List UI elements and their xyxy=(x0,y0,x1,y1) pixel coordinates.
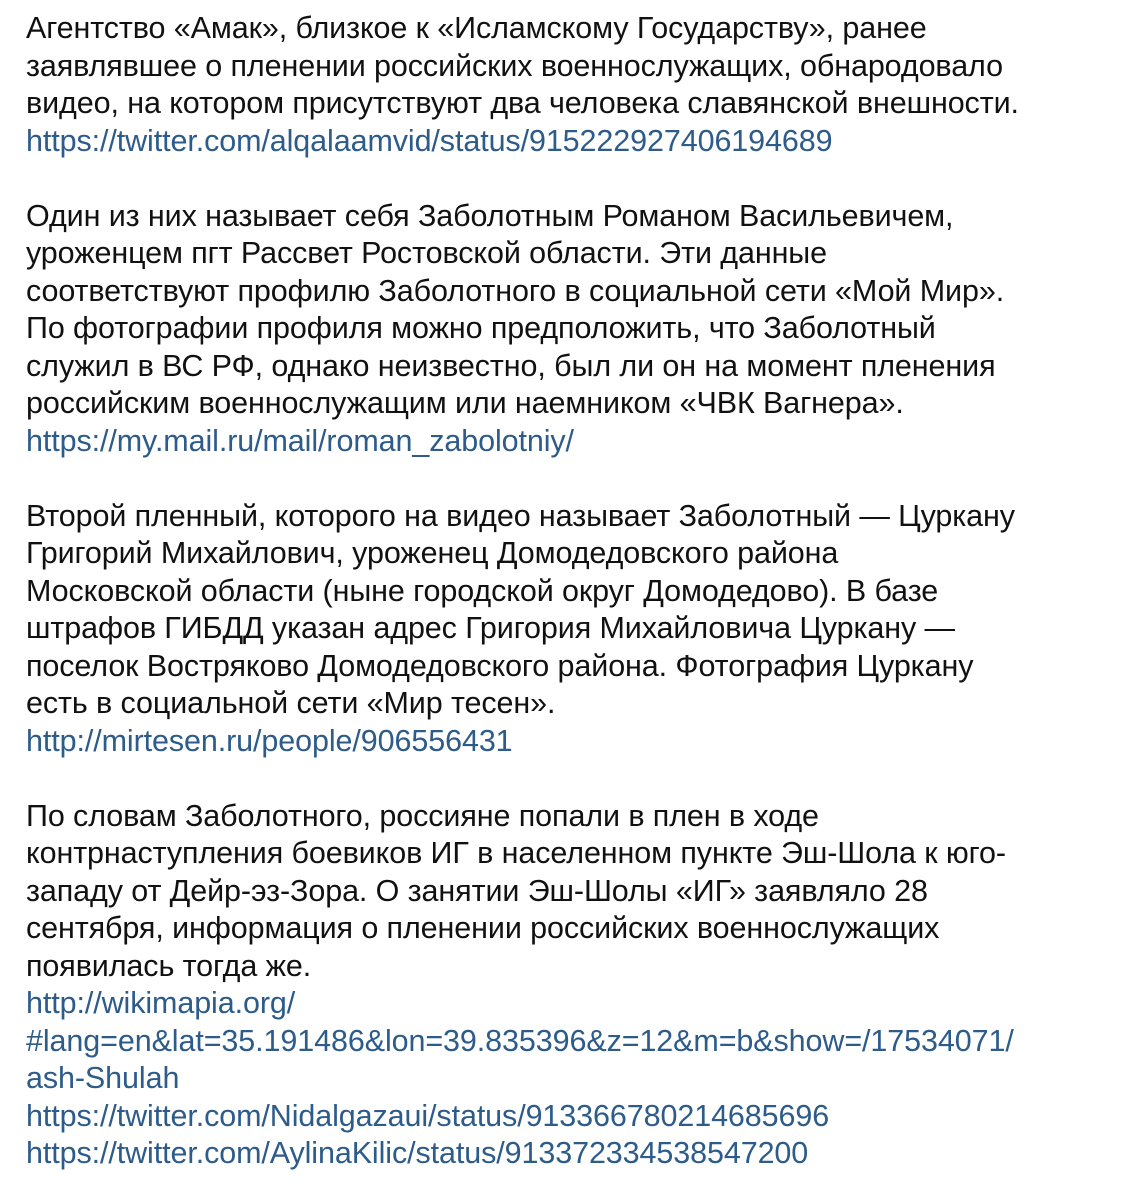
paragraph-3 xyxy=(26,498,1116,761)
paragraph-line: служил в ВС РФ, однако неизвестно, был ли он на момент пленения xyxy=(26,348,996,383)
wikimapia-link[interactable] xyxy=(26,985,1116,1098)
wikimapia-link-line[interactable]: #lang=en&lat=35.191486&lon=39.835396&z=12&m=b&show=/17534071/ xyxy=(26,1023,1014,1058)
paragraph-spacer xyxy=(26,760,1116,798)
paragraph-line: уроженцем пгт Рассвет Ростовской области. Эти данные xyxy=(26,236,827,270)
nidalgazaui-twitter-link[interactable]: https://twitter.com/Nidalgazaui/status/913366780214685696 xyxy=(26,1098,830,1133)
paragraph-line: штрафов ГИБДД указан адрес Григория Михайловича Цуркану — xyxy=(26,611,955,645)
paragraph-line: западу от Дейр-эз-Зора. О занятии Эш-Шолы «ИГ» заявляло 28 xyxy=(26,873,928,908)
wikimapia-link-line[interactable]: ash-Shulah xyxy=(26,1061,180,1095)
paragraph-spacer xyxy=(26,460,1116,498)
paragraph-line: Второй пленный, которого на видео называет Заболотный — Цуркану xyxy=(26,498,1015,533)
paragraph-line: российским военнослужащим или наемником «ЧВК Вагнера». xyxy=(26,386,904,420)
paragraph-line: видео, на котором присутствуют два человека славянской внешности. xyxy=(26,86,1019,120)
paragraph-line: контрнаступления боевиков ИГ в населенном пункте Эш-Шола к юго- xyxy=(26,836,1006,870)
paragraph-line: есть в социальной сети «Мир тесен». xyxy=(26,686,556,720)
paragraph-2 xyxy=(26,198,1116,461)
post-text xyxy=(26,10,1116,1173)
paragraph-line: сентября, информация о пленении российских военнослужащих xyxy=(26,911,940,945)
paragraph-4 xyxy=(26,798,1116,1173)
paragraph-line: Один из них называет себя Заболотным Романом Васильевичем, xyxy=(26,198,954,233)
paragraph-line: заявлявшее о пленении российских военнослужащих, обнародовало xyxy=(26,48,1003,83)
paragraph-1 xyxy=(26,10,1116,160)
paragraph-line: Московской области (ныне городской округ Домодедово). В базе xyxy=(26,573,939,608)
amaq-twitter-link[interactable]: https://twitter.com/alqalaamvid/status/915222927406194689 xyxy=(26,123,833,158)
paragraph-line: По фотографии профиля можно предположить, что Заболотный xyxy=(26,311,936,345)
paragraph-spacer xyxy=(26,160,1116,198)
wikimapia-link-line[interactable]: http://wikimapia.org/ xyxy=(26,986,296,1020)
mirtesen-profile-link[interactable]: http://mirtesen.ru/people/906556431 xyxy=(26,723,513,758)
aylinakilic-twitter-link[interactable]: https://twitter.com/AylinaKilic/status/913372334538547200 xyxy=(26,1136,809,1170)
paragraph-line: соответствуют профилю Заболотного в социальной сети «Мой Мир». xyxy=(26,273,1005,308)
paragraph-line: появилась тогда же. xyxy=(26,948,312,983)
mymail-profile-link[interactable]: https://my.mail.ru/mail/roman_zabolotniy/ xyxy=(26,423,574,458)
paragraph-line: Агентство «Амак», близкое к «Исламскому Государству», ранее xyxy=(26,11,927,45)
paragraph-line: Григорий Михайлович, уроженец Домодедовского района xyxy=(26,536,839,570)
paragraph-line: поселок Востряково Домодедовского района. Фотография Цуркану xyxy=(26,648,974,683)
paragraph-line: По словам Заболотного, россияне попали в плен в ходе xyxy=(26,798,819,833)
